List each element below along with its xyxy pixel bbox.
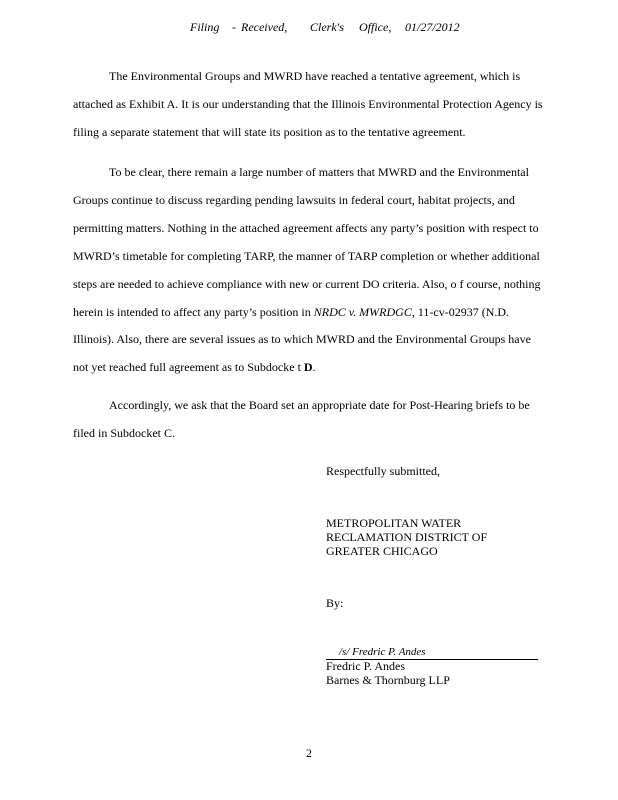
header-clerks: Clerk's xyxy=(310,20,344,34)
paragraph-matters-text-b: , 11-cv-02937 (N.D. Illinois). Also, there are several issues as to which MWRD and the Environmental Groups have not yet reached full agreement as to Subdocke t xyxy=(73,304,531,375)
header-office: Office, xyxy=(359,20,392,34)
signer-name: Fredric P. Andes xyxy=(326,659,405,673)
paragraph-matters-end: . xyxy=(312,360,316,375)
org-line-1: METROPOLITAN WATER xyxy=(326,516,462,530)
page-number: 2 xyxy=(306,746,312,760)
paragraph-request: Accordingly, we ask that the Board set an appropriate date for Post-Hearing briefs to be filed in Subdocket C. xyxy=(73,398,530,440)
by-label: By: xyxy=(326,596,344,610)
header-dash: - xyxy=(232,20,236,34)
header-received: Received, xyxy=(241,20,288,34)
case-citation: NRDC v. MWRDGC xyxy=(313,304,412,319)
header-date: 01/27/2012 xyxy=(405,20,460,34)
signature-line xyxy=(326,645,538,660)
electronic-signature: /s/ Fredric P. Andes xyxy=(339,646,426,658)
header-filing: Filing xyxy=(190,20,220,34)
closing: Respectfully submitted, xyxy=(326,464,440,478)
paragraph-matters xyxy=(73,159,545,382)
org-line-2: RECLAMATION DISTRICT OF xyxy=(326,530,488,544)
org-line-3: GREATER CHICAGO xyxy=(326,544,438,558)
paragraph-agreement: The Environmental Groups and MWRD have reached a tentative agreement, which is attached as Exhibit A. It is our understanding that the Illinois Environmental Protection Agency is filing a separate statement that will state its position as to the tentative agreement. xyxy=(73,69,543,139)
filing-header xyxy=(0,20,618,38)
paragraph-matters-text-a: To be clear, there remain a large number of matters that MWRD and the Environmental Groups continue to discuss regarding pending lawsuits in federal court, habitat projects, and permitting matters. Nothing in the attached agreement affects any party’s position with respect to MWRD’s timetable for completing TARP, the manner of TARP completion or whether additional steps are needed to achieve compliance with new or current DO criteria. Also, o f course, nothing herein is intended to affect any party’s position in xyxy=(73,165,541,319)
subdocket-letter: D xyxy=(303,360,313,375)
law-firm: Barnes & Thornburg LLP xyxy=(326,673,450,687)
